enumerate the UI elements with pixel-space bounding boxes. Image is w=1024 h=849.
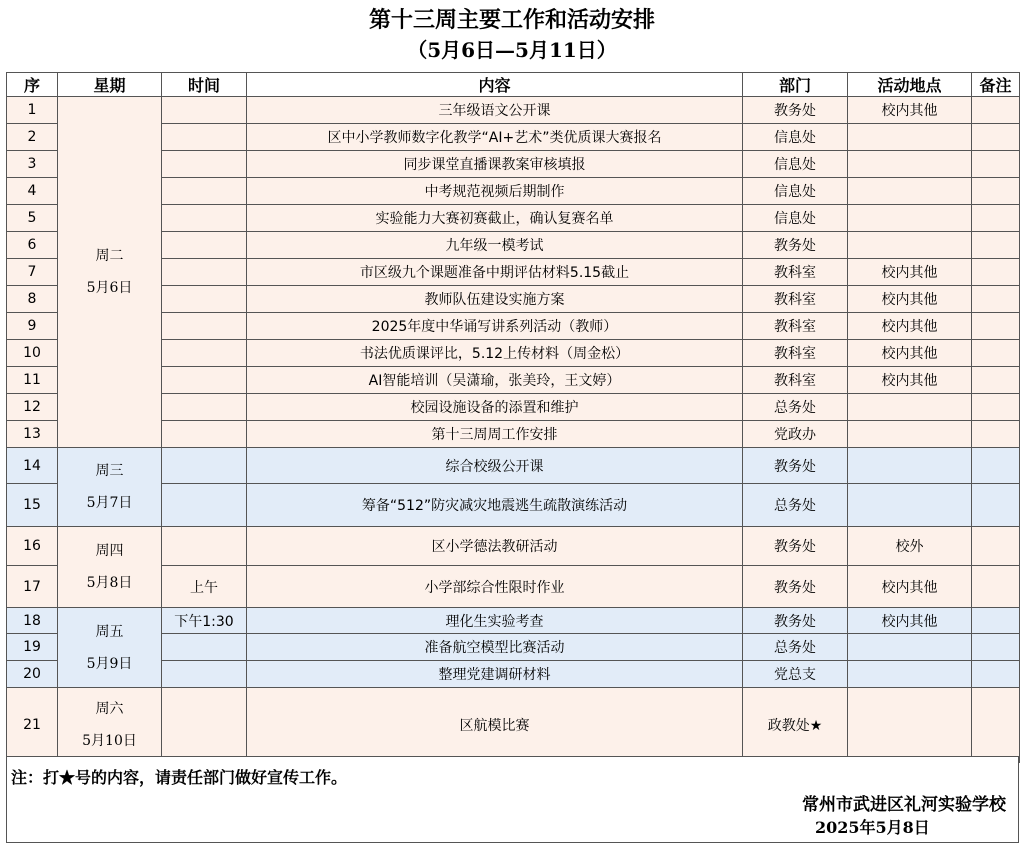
table-header-row [7,73,1020,97]
place-cell: 校内其他 [848,259,972,286]
day-name: 周六 [95,701,124,717]
row-number: 16 [7,527,58,566]
content-cell: 综合校级公开课 [247,448,743,484]
school-name: 常州市武进区礼河实验学校 [802,795,1006,815]
dept-cell: 教科室 [743,340,848,367]
row-number: 8 [7,286,58,313]
dept-cell: 党政办 [743,421,848,448]
place-cell [848,124,972,151]
place-cell: 校内其他 [848,608,972,634]
page-title: 第十三周主要工作和活动安排 [368,7,655,33]
dept-cell: 教务处 [743,566,848,608]
footer-note: 注：打★号的内容，请责任部门做好宣传工作。 [11,768,348,787]
row-number: 13 [7,421,58,448]
place-cell: 校内其他 [848,97,972,124]
content-cell: 同步课堂直播课教案审核填报 [247,151,743,178]
row-number: 11 [7,367,58,394]
content-cell: 第十三周周工作安排 [247,421,743,448]
content-cell: 书法优质课评比，5.12上传材料（周金松） [247,340,743,367]
time-cell [162,421,247,448]
day-date: 5月9日 [86,655,133,672]
place-cell [848,688,972,763]
day-name: 周二 [95,248,124,264]
page-subtitle: （5月6日—5月11日） [407,38,617,62]
note-cell [972,566,1020,608]
dept-cell: 教务处 [743,448,848,484]
header-cell: 活动地点 [848,73,972,97]
row-number: 12 [7,394,58,421]
schedule-table [6,72,1020,763]
row-number: 10 [7,340,58,367]
place-cell: 校内其他 [848,566,972,608]
content-cell: 整理党建调研材料 [247,661,743,688]
time-cell [162,286,247,313]
time-cell [162,259,247,286]
time-cell [162,124,247,151]
table-row [7,527,1020,566]
dept-cell: 教科室 [743,259,848,286]
note-cell [972,394,1020,421]
place-cell: 校内其他 [848,286,972,313]
row-number: 20 [7,661,58,688]
note-cell [972,286,1020,313]
content-cell: 三年级语文公开课 [247,97,743,124]
note-cell [972,151,1020,178]
dept-cell: 教务处 [743,232,848,259]
row-number: 4 [7,178,58,205]
dept-cell: 政教处★ [743,688,848,763]
time-cell [162,205,247,232]
day-date: 5月6日 [86,280,133,296]
time-cell [162,232,247,259]
note-cell [972,232,1020,259]
place-cell [848,484,972,527]
header-cell: 内容 [247,73,743,97]
place-cell: 校内其他 [848,367,972,394]
content-cell: 2025年度中华诵写讲系列活动（教师） [247,313,743,340]
content-cell: 区中小学教师数字化教学“AI+艺术”类优质课大赛报名 [247,124,743,151]
note-cell [972,634,1020,661]
dept-cell: 信息处 [743,205,848,232]
content-cell: 筹备“512”防灾减灾地震逃生疏散演练活动 [247,484,743,527]
dept-cell: 教科室 [743,367,848,394]
day-cell-tuesday [58,97,162,448]
dept-cell: 总务处 [743,484,848,527]
day-date: 5月7日 [86,495,133,511]
time-cell [162,688,247,763]
row-number: 9 [7,313,58,340]
table-row [7,608,1020,634]
day-date: 5月10日 [82,733,137,749]
header-cell: 备注 [972,73,1020,97]
time-cell [162,313,247,340]
place-cell: 校内其他 [848,313,972,340]
dept-cell: 教科室 [743,313,848,340]
row-number: 1 [7,97,58,124]
day-cell-friday [58,608,162,688]
row-number: 18 [7,608,58,634]
note-cell [972,97,1020,124]
dept-cell: 教务处 [743,608,848,634]
issue-date: 2025年5月8日 [815,818,930,837]
dept-cell: 信息处 [743,178,848,205]
content-cell: 中考规范视频后期制作 [247,178,743,205]
day-name: 周三 [95,463,124,479]
place-cell [848,634,972,661]
content-cell: 市区级九个课题准备中期评估材料5.15截止 [247,259,743,286]
time-cell [162,394,247,421]
dept-cell: 信息处 [743,151,848,178]
content-cell: 区航模比赛 [247,688,743,763]
header-cell: 时间 [162,73,247,97]
note-cell [972,178,1020,205]
note-cell [972,124,1020,151]
day-date: 5月8日 [86,575,133,591]
note-cell [972,259,1020,286]
content-cell: AI智能培训（吴潇瑜，张美玲，王文婷） [247,367,743,394]
place-cell [848,661,972,688]
row-number: 21 [7,688,58,763]
row-number: 15 [7,484,58,527]
day-name: 周四 [95,543,124,559]
place-cell [848,232,972,259]
content-cell: 实验能力大赛初赛截止，确认复赛名单 [247,205,743,232]
row-number: 5 [7,205,58,232]
note-cell [972,367,1020,394]
time-cell: 下午1:30 [162,608,247,634]
place-cell: 校外 [848,527,972,566]
row-number: 17 [7,566,58,608]
time-cell [162,527,247,566]
dept-cell: 教务处 [743,527,848,566]
time-cell [162,661,247,688]
content-cell: 理化生实验考查 [247,608,743,634]
time-cell [162,484,247,527]
time-cell [162,97,247,124]
note-cell [972,527,1020,566]
time-cell [162,448,247,484]
row-number: 3 [7,151,58,178]
dept-cell: 总务处 [743,394,848,421]
header-cell: 星期 [58,73,162,97]
dept-cell: 信息处 [743,124,848,151]
place-cell [848,421,972,448]
table-row [7,448,1020,484]
place-cell [848,178,972,205]
table-row [7,688,1020,763]
place-cell [848,205,972,232]
dept-cell: 党总支 [743,661,848,688]
time-cell [162,151,247,178]
time-cell [162,634,247,661]
dept-cell: 总务处 [743,634,848,661]
dept-cell: 教务处 [743,97,848,124]
day-cell-wednesday [58,448,162,527]
row-number: 2 [7,124,58,151]
note-cell [972,608,1020,634]
content-cell: 小学部综合性限时作业 [247,566,743,608]
note-cell [972,688,1020,763]
row-number: 14 [7,448,58,484]
dept-cell: 教科室 [743,286,848,313]
place-cell: 校内其他 [848,340,972,367]
header-cell: 序 [7,73,58,97]
content-cell: 九年级一模考试 [247,232,743,259]
day-cell-saturday [58,688,162,763]
content-cell: 准备航空模型比赛活动 [247,634,743,661]
content-cell: 区小学德法教研活动 [247,527,743,566]
table-row [7,97,1020,124]
note-cell [972,340,1020,367]
footer [6,756,1019,843]
place-cell [848,448,972,484]
time-cell [162,340,247,367]
time-cell [162,178,247,205]
content-cell: 校园设施设备的添置和维护 [247,394,743,421]
header-cell: 部门 [743,73,848,97]
content-cell: 教师队伍建设实施方案 [247,286,743,313]
note-cell [972,661,1020,688]
note-cell [972,484,1020,527]
row-number: 7 [7,259,58,286]
time-cell: 上午 [162,566,247,608]
day-name: 周五 [95,623,124,640]
place-cell [848,394,972,421]
note-cell [972,205,1020,232]
time-cell [162,367,247,394]
note-cell [972,421,1020,448]
row-number: 19 [7,634,58,661]
note-cell [972,448,1020,484]
row-number: 6 [7,232,58,259]
day-cell-thursday [58,527,162,608]
place-cell [848,151,972,178]
note-cell [972,313,1020,340]
